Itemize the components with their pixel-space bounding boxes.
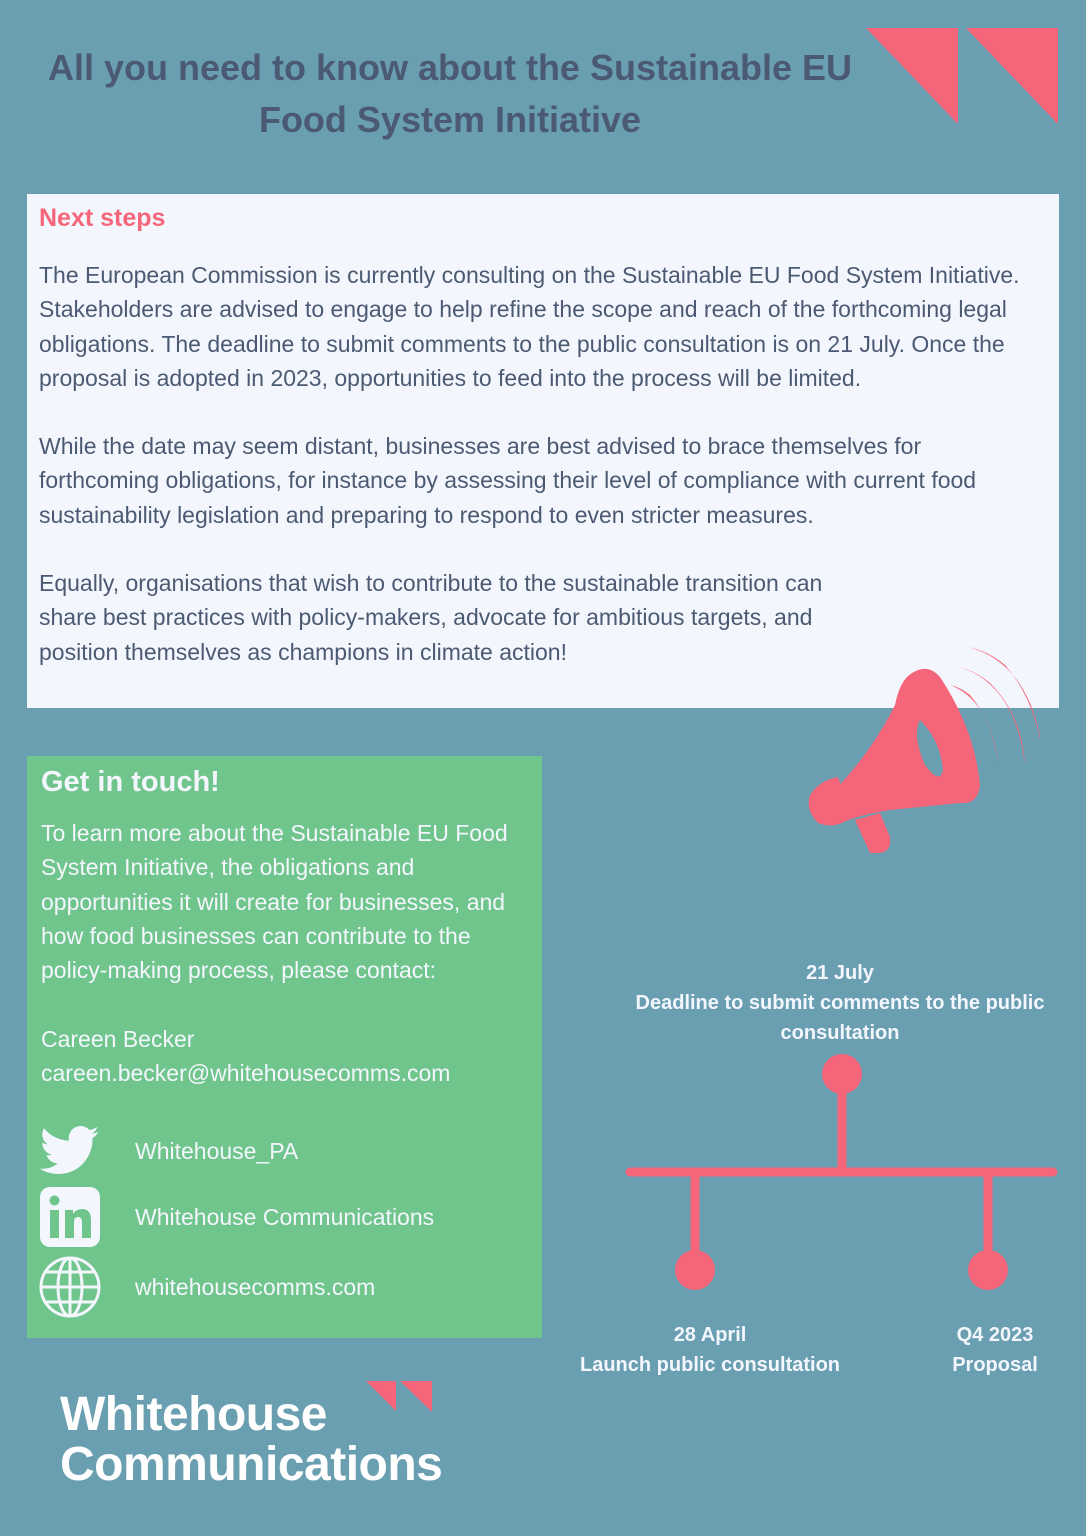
- twitter-icon: [39, 1126, 101, 1176]
- timeline-description: Launch public consultation: [580, 1354, 840, 1376]
- next-steps-panel: [27, 194, 1059, 708]
- next-steps-paragraph: Equally, organisations that wish to contribute to the sustainable transition can share best practices with policy-makers, advocate for ambitious targets, and position themselves as champions in climate action!: [39, 570, 823, 665]
- logo-line-1: Whitehouse: [60, 1388, 327, 1441]
- contact-panel: [27, 756, 542, 1338]
- social-website[interactable]: [39, 1256, 376, 1318]
- timeline-description: Proposal: [952, 1354, 1038, 1376]
- next-steps-paragraph: The European Commission is currently consulting on the Sustainable EU Food System Initiative. Stakeholders are advised to engage to help refine the scope and reach of the forthcoming legal obligations. The deadline to submit comments to the public consultation is on 21 July. Once the proposal is adopted in 2023, opportunities to feed into the process will be limited.: [39, 262, 1020, 391]
- timeline-event-bottom-left: [560, 1320, 860, 1380]
- title-line-2: Food System Initiative: [258, 99, 642, 140]
- quote-marks-icon: [864, 26, 1064, 126]
- logo-line-2: Communications: [60, 1438, 443, 1491]
- twitter-handle[interactable]: Whitehouse_PA: [135, 1137, 299, 1164]
- timeline: [560, 950, 1080, 1390]
- megaphone-icon: [800, 645, 1040, 860]
- timeline-date: Q4 2023: [956, 1324, 1034, 1346]
- contact-person: [41, 1022, 450, 1090]
- timeline-description: Deadline to submit comments to the public consultation: [635, 992, 1045, 1044]
- timeline-node-28-april: [675, 1250, 715, 1290]
- page-title: [20, 42, 880, 146]
- linkedin-icon: [39, 1186, 101, 1248]
- timeline-date: 21 July: [806, 962, 874, 984]
- next-steps-paragraph: While the date may seem distant, businesses are best advised to brace themselves for forthcoming obligations, for instance by assessing their level of compliance with current food sustainability legislation and preparing to respond to even stricter measures.: [39, 433, 977, 528]
- contact-heading: Get in touch!: [41, 766, 220, 798]
- timeline-date: 28 April: [673, 1324, 747, 1346]
- timeline-event-bottom-right: [930, 1320, 1060, 1380]
- next-steps-heading: Next steps: [39, 204, 166, 232]
- social-linkedin[interactable]: [39, 1186, 435, 1248]
- logo-quote-marks-icon: [366, 1381, 434, 1413]
- title-line-1: All you need to know about the Sustainable EU: [47, 47, 853, 88]
- globe-icon: [39, 1256, 101, 1318]
- linkedin-name[interactable]: Whitehouse Communications: [135, 1203, 435, 1230]
- timeline-node-q4-2023: [968, 1250, 1008, 1290]
- website-link[interactable]: whitehousecomms.com: [135, 1273, 376, 1300]
- contact-intro: To learn more about the Sustainable EU Food System Initiative, the obligations and opportunities it will create for businesses, and how food businesses can contribute to the policy-making process, please contact:: [41, 820, 508, 984]
- social-twitter[interactable]: [39, 1126, 299, 1176]
- contact-name: Careen Becker: [41, 1026, 195, 1052]
- contact-email[interactable]: careen.becker@whitehousecomms.com: [41, 1060, 451, 1086]
- timeline-node-21-july: [822, 1054, 862, 1094]
